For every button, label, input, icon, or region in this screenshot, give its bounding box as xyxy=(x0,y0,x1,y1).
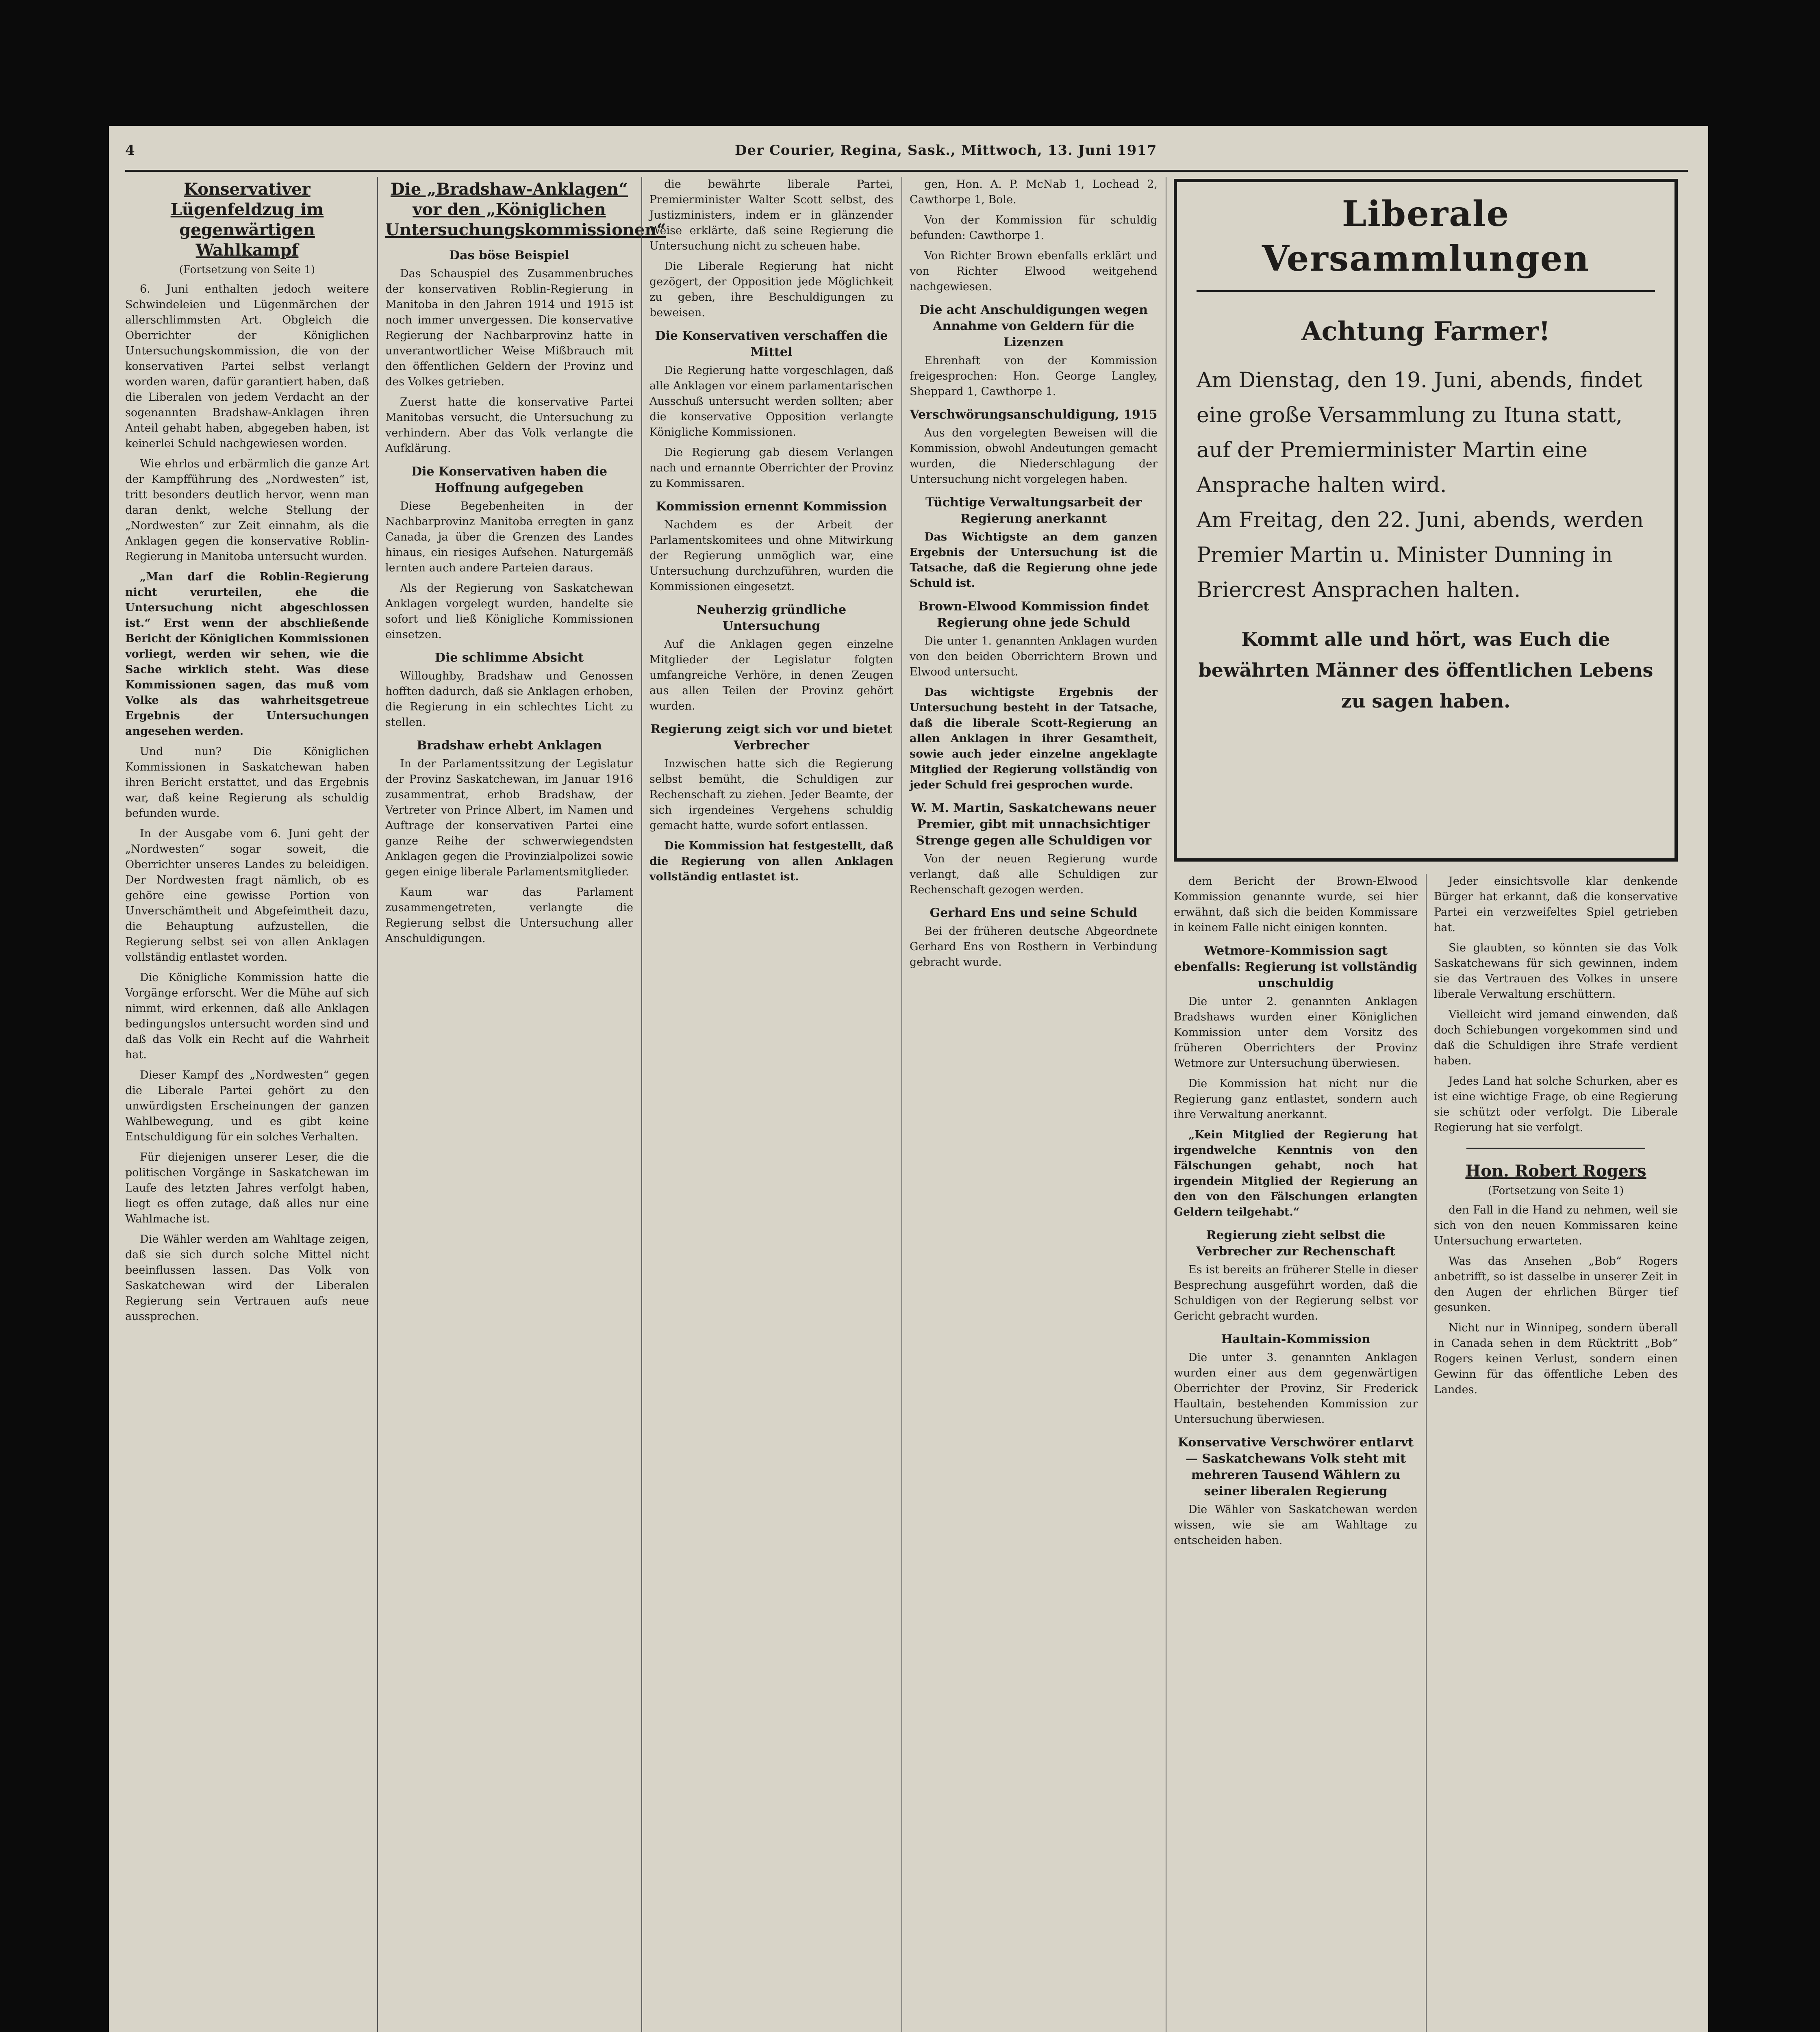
column-6 xyxy=(1434,874,1678,2032)
section-heading: Wetmore-Kommission sagt ebenfalls: Regierung ist vollständig unschuldig xyxy=(1174,944,1418,990)
paragraph: Jedes Land hat solche Schurken, aber es ist eine wichtige Frage, ob eine Regierung sie schützt oder verfolgt. Die Liberale Regierung hat sie verfolgt. xyxy=(1434,1075,1678,1134)
paragraph: Das Schauspiel des Zusammenbruches der konservativen Roblin-Regierung in Manitoba in den Jahren 1914 und 1915 ist noch immer unvergessen. Die konservative Regierung der Nachbarprovinz hatte in unverantwortlicher Weise Mißbrauch mit den öffentlichen Geldern der Provinz und des Volkes getrieben. xyxy=(385,267,633,388)
column-2 xyxy=(385,177,666,2032)
column-4 xyxy=(910,177,1158,2032)
paragraph: „Kein Mitglied der Regierung hat irgendwelche Kenntnis von den Fälschungen gehabt, noch hat irgendein Mitglied der Regierung an den von den Fälschungen erlangten Geldern teilgehabt.“ xyxy=(1174,1129,1418,1218)
paragraph: Es ist bereits an früherer Stelle in dieser Besprechung ausgeführt worden, daß die Schuldigen von der Regierung selbst vor Gericht gebracht wurden. xyxy=(1174,1263,1418,1322)
paragraph: Und nun? Die Königlichen Kommissionen in Saskatchewan haben ihren Bericht erstattet, und das Ergebnis war, daß keine Regierung als schuldig befunden wurde. xyxy=(125,745,369,820)
section-heading: Regierung zieht selbst die Verbrecher zur Rechenschaft xyxy=(1196,1228,1395,1259)
paragraph: Auf die Anklagen gegen einzelne Mitglieder der Legislatur folgten umfangreiche Verhöre, in denen Zeugen aus allen Teilen der Provinz gehört wurden. xyxy=(649,638,893,712)
paragraph: Als der Regierung von Saskatchewan Anklagen vorgelegt wurden, handelte sie sofort und ließ Königliche Kommissionen einsetzen. xyxy=(385,582,633,641)
paragraph: Das Wichtigste an dem ganzen Ergebnis der Untersuchung ist die Tatsache, daß die Regierung ohne jede Schuld ist. xyxy=(910,531,1158,590)
masthead-line: Der Courier, Regina, Sask., Mittwoch, 13. Juni 1917 xyxy=(735,142,1157,158)
section-heading: Bradshaw erhebt Anklagen xyxy=(417,738,602,753)
page-number: 4 xyxy=(125,142,135,158)
paragraph: Von der neuen Regierung wurde verlangt, daß alle Schuldigen zur Rechenschaft gezogen werden. xyxy=(910,853,1158,896)
continuation-note: (Fortsetzung von Seite 1) xyxy=(1488,1185,1624,1197)
article-divider xyxy=(1466,1148,1645,1149)
paragraph: Aus den vorgelegten Beweisen will die Kommission, obwohl Andeutungen gemacht wurden, die Niederschlagung der Untersuchung nicht vorgelegen haben. xyxy=(910,427,1158,486)
section-heading: Haultain-Kommission xyxy=(1221,1332,1370,1346)
advertisement-body-1: Am Dienstag, den 19. Juni, abends, findet eine große Versammlung zu Ituna statt, auf der Premierminister Martin eine Ansprache halten wird. xyxy=(1197,368,1642,497)
paragraph: Vielleicht wird jemand einwenden, daß doch Schiebungen vorgekommen sind und daß die Schuldigen ihre Strafe verdient haben. xyxy=(1434,1008,1678,1067)
paragraph: Ehrenhaft von der Kommission freigesprochen: Hon. George Langley, Sheppard 1, Cawthorpe 1. xyxy=(910,354,1158,398)
paragraph: In der Parlamentssitzung der Legislatur der Provinz Saskatchewan, im Januar 1916 zusammentrat, erhob Bradshaw, der Vertreter von Prince Albert, im Namen und Auftrage der konservativen Partei eine ganze Reihe der schwerwiegendsten Anklagen gegen die Provinzialpolizei sowie gegen einige liberale Parlamentsmitglieder. xyxy=(385,758,633,878)
column-rule xyxy=(901,177,902,2032)
paragraph: Von der Kommission für schuldig befunden: Cawthorpe 1. xyxy=(910,214,1158,242)
advertisement-subtitle: Achtung Farmer! xyxy=(1301,316,1551,347)
column-rule xyxy=(1426,874,1427,2032)
paragraph: Dieser Kampf des „Nordwesten“ gegen die Liberale Partei gehört zu den unwürdigsten Erscheinungen der ganzen Wahlbewegung, und es gibt keine Entschuldigung für ein solches Verhalten. xyxy=(125,1069,369,1143)
paragraph: gen, Hon. A. P. McNab 1, Lochead 2, Cawthorpe 1, Bole. xyxy=(910,178,1158,206)
paragraph: Die Liberale Regierung hat nicht gezögert, der Opposition jede Möglichkeit zu geben, ihre Beschuldigungen zu beweisen. xyxy=(649,260,893,319)
paragraph: Wie ehrlos und erbärmlich die ganze Art der Kampfführung des „Nordwesten“ ist, tritt besonders deutlich hervor, wenn man daran denkt, welche Stellung der „Nordwesten“ zur Zeit einnahm, als die Anklagen gegen die konservative Roblin-Regierung in Manitoba untersucht wurden. xyxy=(125,458,369,563)
newspaper-page xyxy=(109,126,1708,2032)
article-heading-luegenfeldzug: Konservativer Lügenfeldzug im gegenwärtigen Wahlkampf xyxy=(170,180,324,260)
paragraph: Willoughby, Bradshaw und Genossen hofften dadurch, daß sie Anklagen erhoben, die Regierung in ein schlechtes Licht zu stellen. xyxy=(385,670,633,729)
paragraph: „Man darf die Roblin-Regierung nicht verurteilen, ehe die Untersuchung nicht abgeschlossen ist.“ Erst wenn der abschließende Bericht der Königlichen Kommissionen vorliegt, werden wir sehen, wie die Sache wirklich steht. Was diese Kommissionen sagen, das muß vom Volke als das wahrheitsgetreue Ergebnis der Untersuchungen angesehen werden. xyxy=(125,571,369,738)
paragraph: Von Richter Brown ebenfalls erklärt und von Richter Elwood weitgehend nachgewiesen. xyxy=(910,250,1158,293)
paragraph: Nachdem es der Arbeit der Parlamentskomitees und ohne Mitwirkung der Regierung unmöglich war, eine Untersuchung durchzuführen, wurden die Kommissionen eingesetzt. xyxy=(649,519,893,593)
advertisement-title: Liberale Versammlungen xyxy=(1197,192,1655,292)
section-heading: Die schlimme Absicht xyxy=(434,651,584,665)
paragraph: Jeder einsichtsvolle klar denkende Bürger hat erkannt, daß die konservative Partei ein verzweifeltes Spiel getrieben hat. xyxy=(1434,875,1678,934)
section-heading: Tüchtige Verwaltungsarbeit der Regierung anerkannt xyxy=(925,495,1142,526)
paragraph: Was das Ansehen „Bob“ Rogers anbetrifft, so ist dasselbe in unserer Zeit in den Augen der ehrlichen Bürger tief gesunken. xyxy=(1434,1255,1678,1314)
section-heading: Verschwörungsanschuldigung, 1915 xyxy=(910,408,1158,422)
paragraph: Die Kommission hat nicht nur die Regierung ganz entlastet, sondern auch ihre Verwaltung anerkannt. xyxy=(1174,1077,1418,1121)
article-heading-bradshaw: Die „Bradshaw-Anklagen“ vor den „Königlichen Untersuchungskommissionen“ xyxy=(385,180,666,239)
section-heading: Die acht Anschuldigungen wegen Annahme von Geldern für die Lizenzen xyxy=(919,303,1148,350)
paragraph: Die Königliche Kommission hatte die Vorgänge erforscht. Wer die Mühe auf sich nimmt, wird erkennen, daß alle Anklagen bedingungslos untersucht worden sind und daß das Volk ein Recht auf die Wahrheit hat. xyxy=(125,971,369,1061)
paragraph: Sie glaubten, so könnten sie das Volk Saskatchewans für sich gewinnen, indem sie das Vertrauen des Volkes in unsere liberale Verwaltung erschüttern. xyxy=(1434,942,1678,1001)
column-rule xyxy=(377,177,378,2032)
paragraph: Die Regierung hatte vorgeschlagen, daß alle Anklagen vor einem parlamentarischen Ausschuß untersucht werden sollten; aber die konservative Opposition verlangte Königliche Kommissionen. xyxy=(649,364,893,439)
paragraph: Die Wähler von Saskatchewan werden wissen, wie sie am Wahltage zu entscheiden haben. xyxy=(1174,1503,1418,1547)
section-heading: Gerhard Ens und seine Schuld xyxy=(930,906,1138,920)
paragraph: In der Ausgabe vom 6. Juni geht der „Nordwesten“ sogar soweit, die Oberrichter unseres Landes zu beleidigen. Der Nordwesten fragt nämlich, ob es gehöre eine gewisse Portion von Unverschämtheit und Abgefeimtheit dazu, die Behauptung aufzustellen, die Regierung selbst sei von allen Anklagen vollständig entlastet worden. xyxy=(125,827,369,964)
column-3 xyxy=(649,177,893,2032)
paragraph: Die Wähler werden am Wahltage zeigen, daß sie sich durch solche Mittel nicht beeinflussen lassen. Das Volk von Saskatchewan wird der Liberalen Regierung sein Vertrauen aufs neue aussprechen. xyxy=(125,1233,369,1323)
paragraph: Bei der früheren deutsche Abgeordnete Gerhard Ens von Rosthern in Verbindung gebracht wurde. xyxy=(910,925,1158,968)
paragraph: Nicht nur in Winnipeg, sondern überall in Canada sehen in dem Rücktritt „Bob“ Rogers keinen Verlust, sondern einen Gewinn für das öffentliche Leben des Landes. xyxy=(1434,1322,1678,1396)
section-heading: Brown-Elwood Kommission findet Regierung ohne jede Schuld xyxy=(918,599,1149,630)
section-heading: Konservative Verschwörer entlarvt — Saskatchewans Volk steht mit mehreren Tausend Wählern zu seiner liberalen Regierung xyxy=(1177,1435,1414,1498)
advertisement-footer: Kommt alle und hört, was Euch die bewährten Männer des öffentlichen Lebens zu sagen haben. xyxy=(1198,628,1653,712)
paragraph: 6. Juni enthalten jedoch weitere Schwindeleien und Lügenmärchen der allerschlimmsten Art. Obgleich die Oberrichter der Königlichen Untersuchungskommission, die von der konservativen Partei selbst verlangt worden waren, dafür garantiert haben, daß die Liberalen von jedem Verdacht an der sogenannten Bradshaw-Anklagen ihren Anteil gehabt haben, abgegeben haben, ist keinerlei Schuld nachgewiesen worden. xyxy=(125,283,369,450)
section-heading: Das böse Beispiel xyxy=(449,248,569,263)
paragraph: die bewährte liberale Partei, Premierminister Walter Scott selbst, des Justizministers, indem er in glänzender Weise erklärte, daß seine Regierung die Untersuchung nicht zu scheuen habe. xyxy=(649,178,893,252)
paragraph: Für diejenigen unserer Leser, die die politischen Vorgänge in Saskatchewan im Laufe des letzten Jahres verfolgt haben, liegt es offen zutage, daß alles nur eine Wahlmache ist. xyxy=(125,1151,369,1225)
section-heading: Die Konservativen verschaffen die Mittel xyxy=(655,329,888,359)
paragraph: Die Kommission hat festgestellt, daß die Regierung von allen Anklagen vollständig entlastet ist. xyxy=(649,840,893,883)
section-heading: Neuherzig gründliche Untersuchung xyxy=(696,603,847,633)
paragraph: dem Bericht der Brown-Elwood Kommission genannte wurde, sei hier erwähnt, daß sich die beiden Kommissare in keinem Falle nicht einigen konnten. xyxy=(1174,875,1418,934)
column-rule xyxy=(641,177,642,2032)
column-1 xyxy=(125,177,369,2032)
continuation-note: (Fortsetzung von Seite 1) xyxy=(179,264,315,276)
section-heading: Die Konservativen haben die Hoffnung aufgegeben xyxy=(411,465,607,495)
paragraph: Das wichtigste Ergebnis der Untersuchung besteht in der Tatsache, daß die liberale Scott-Regierung an allen Anklagen in ihrer Gesamtheit, sowie auch jeder einzelne angeklagte Mitglied der Regierung vollständig von jeder Schuld frei gesprochen wurde. xyxy=(910,686,1158,791)
section-heading: Kommission ernennt Kommission xyxy=(656,499,887,514)
paragraph: den Fall in die Hand zu nehmen, weil sie sich von den neuen Kommissaren keine Untersuchung erwarteten. xyxy=(1434,1204,1678,1247)
paragraph: Kaum war das Parlament zusammengetreten, verlangte die Regierung selbst die Untersuchung aller Anschuldigungen. xyxy=(385,886,633,945)
paragraph: Zuerst hatte die konservative Partei Manitobas versucht, die Untersuchung zu verhindern. Aber das Volk verlangte die Aufklärung. xyxy=(385,396,633,455)
paragraph: Die Regierung gab diesem Verlangen nach und ernannte Oberrichter der Provinz zu Kommissaren. xyxy=(649,446,893,490)
section-heading: W. M. Martin, Saskatchewans neuer Premier, gibt mit unnachsichtiger Strenge gegen alle Schuldigen vor xyxy=(911,801,1156,848)
column-5 xyxy=(1174,874,1418,2032)
header-rule xyxy=(125,170,1688,172)
paragraph: Die unter 1. genannten Anklagen wurden von den beiden Oberrichtern Brown und Elwood untersucht. xyxy=(910,635,1158,678)
paragraph: Die unter 2. genannten Anklagen Bradshaws wurden einer Königlichen Kommission unter dem Vorsitz des früheren Oberrichters der Provinz Wetmore zur Untersuchung überwiesen. xyxy=(1174,995,1418,1070)
advertisement-body-2: Am Freitag, den 22. Juni, abends, werden Premier Martin u. Minister Dunning in Briercrest Ansprachen halten. xyxy=(1197,508,1644,602)
section-heading: Regierung zeigt sich vor und bietet Verbrecher xyxy=(650,722,893,753)
advertisement-box xyxy=(1174,179,1678,862)
paragraph: Die unter 3. genannten Anklagen wurden einer aus dem gegenwärtigen Oberrichter der Provinz, Sir Frederick Haultain, bestehenden Kommission zur Untersuchung überwiesen. xyxy=(1174,1351,1418,1426)
paragraph: Diese Begebenheiten in der Nachbarprovinz Manitoba erregten in ganz Canada, ja über die Grenzen des Landes hinaus, ein riesiges Aufsehen. Naturgemäß lernten auch andere Parteien daraus. xyxy=(385,500,633,574)
page-header xyxy=(125,142,1688,167)
paragraph: Inzwischen hatte sich die Regierung selbst bemüht, die Schuldigen zur Rechenschaft zu ziehen. Jeder Beamte, der sich irgendeines Vergehens schuldig gemacht hatte, wurde sofort entlassen. xyxy=(649,758,893,832)
article-heading-rogers: Hon. Robert Rogers xyxy=(1465,1161,1646,1181)
